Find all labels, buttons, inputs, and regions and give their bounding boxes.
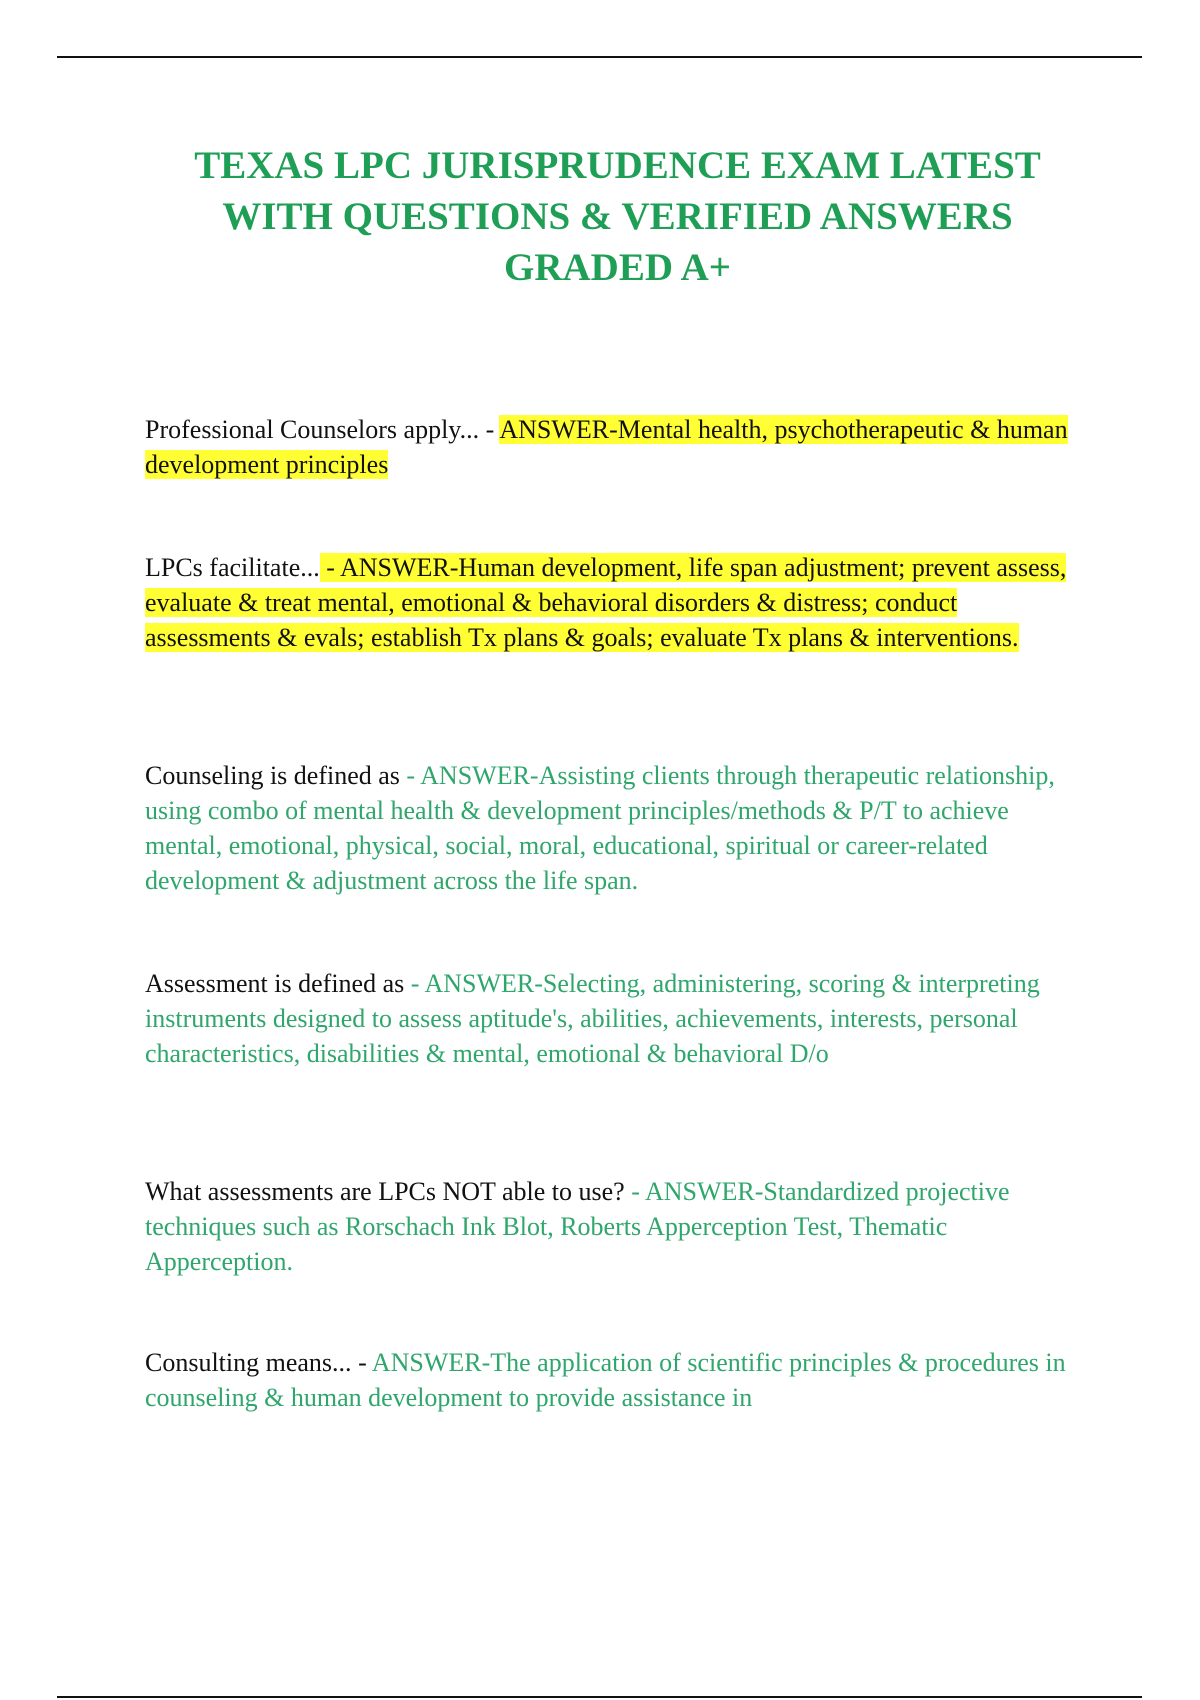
separator: - <box>351 1348 372 1377</box>
separator-highlighted: - <box>319 553 340 582</box>
separator: - <box>479 415 500 444</box>
answer-text-highlighted: ANSWER-Mental health, psychotherapeutic & human development principles <box>145 415 1068 479</box>
answer-text: ANSWER-The application of scientific principles & procedures in counseling & human development to provide assistance in <box>145 1348 1066 1412</box>
qa-item-consulting-means <box>145 1345 1085 1415</box>
title-line-2: WITH QUESTIONS & VERIFIED ANSWERS <box>222 195 1013 238</box>
answer-text: ANSWER-Assisting clients through therapeutic relationship, using combo of mental health & development principles/methods & P/T to achieve mental, emotional, physical, social, moral, educational, spiritual or career-related development & adjustment across the life span. <box>145 761 1055 895</box>
qa-item-counseling-defined <box>145 758 1085 898</box>
answer-text: ANSWER-Selecting, administering, scoring & interpreting instruments designed to assess aptitude's, abilities, achievements, interests, personal characteristics, disabilities & mental, emotional & behavioral D/o <box>145 969 1040 1068</box>
separator: - <box>404 969 425 998</box>
separator: - <box>624 1177 645 1206</box>
qa-item-lpcs-facilitate <box>145 550 1085 655</box>
bottom-divider <box>57 1696 1142 1698</box>
title-line-3: GRADED A+ <box>504 246 731 289</box>
top-divider <box>57 56 1142 58</box>
document-title <box>140 140 1095 293</box>
qa-item-assessment-defined <box>145 966 1085 1071</box>
separator: - <box>399 761 421 790</box>
question-text: Professional Counselors apply... <box>145 415 480 444</box>
qa-item-assessments-not-allowed <box>145 1174 1085 1279</box>
title-line-1: TEXAS LPC JURISPRUDENCE EXAM LATEST <box>194 144 1041 187</box>
question-text: What assessments are LPCs NOT able to use? <box>145 1177 625 1206</box>
question-text: Counseling is defined as <box>145 761 400 790</box>
question-text: Consulting means... <box>145 1348 352 1377</box>
qa-item-professional-counselors <box>145 412 1085 482</box>
answer-text: ANSWER-Standardized projective techniques such as Rorschach Ink Blot, Roberts Apperception Test, Thematic Apperception. <box>145 1177 1010 1276</box>
answer-text-highlighted: ANSWER-Human development, life span adjustment; prevent assess, evaluate & treat mental, emotional & behavioral disorders & distress; conduct assessments & evals; establish Tx plans & goals; evaluate Tx plans & interventions. <box>145 553 1067 652</box>
question-text: Assessment is defined as <box>145 969 405 998</box>
question-text: LPCs facilitate... <box>145 553 320 582</box>
